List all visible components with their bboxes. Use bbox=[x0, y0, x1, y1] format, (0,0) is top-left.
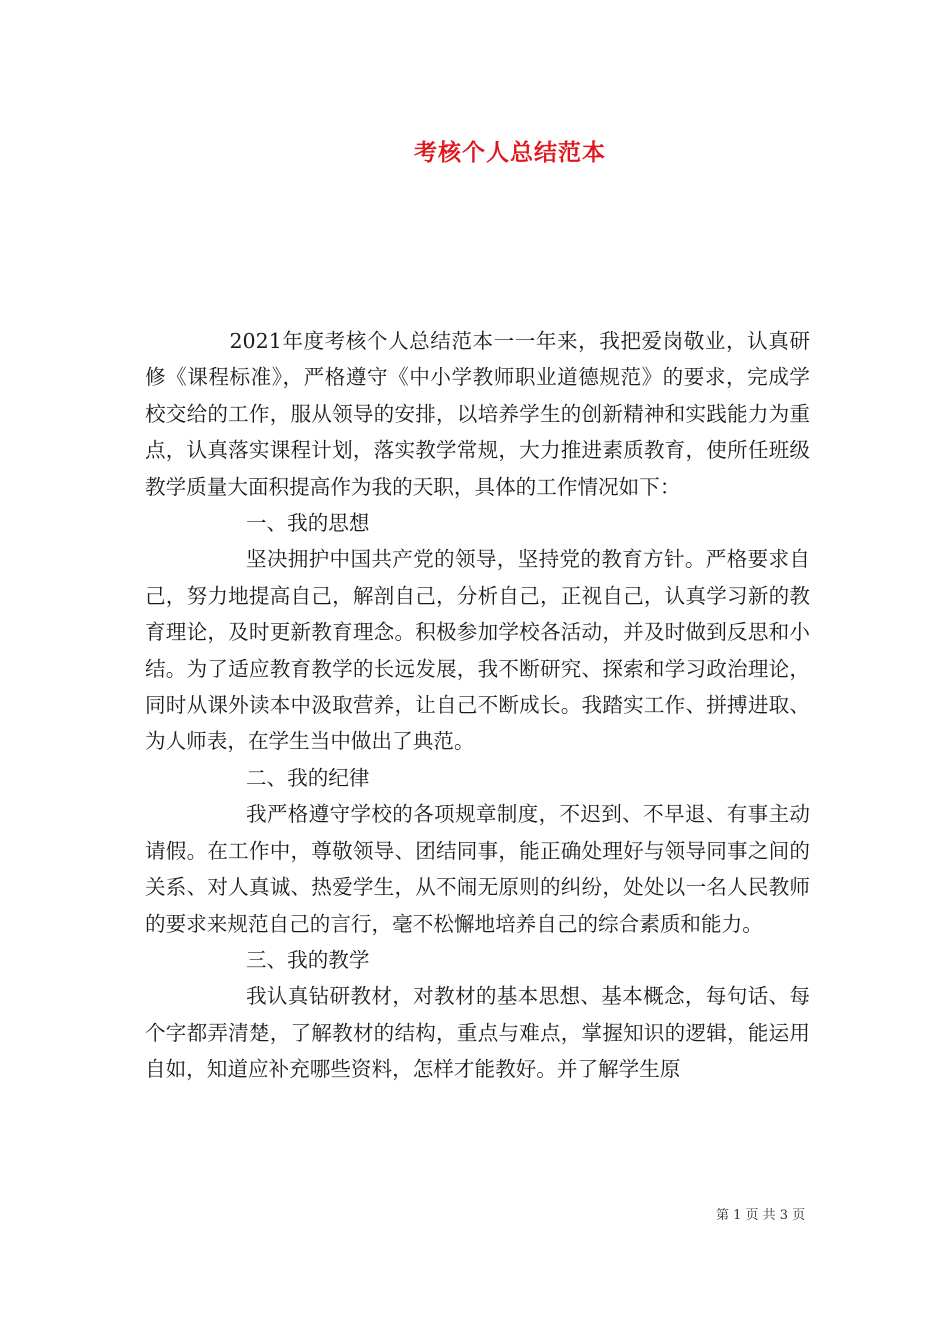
section-heading-thought: 一、我的思想 bbox=[245, 511, 370, 536]
document-title: 考核个人总结范本 bbox=[414, 139, 606, 166]
section-paragraph-thought: 坚决拥护中国共产党的领导，坚持党的教育方针。严格要求自己，努力地提高自己，解剖自己，分析自己，正视自己，认真学习新的教育理论，及时更新教育理念。积极参加学校各活动，并及时做到反思和小结。为了适应教育教学的长远发展，我不断研究、探索和学习政治理论，同时从课外读本中汲取营养，让自己不断成长。我踏实工作、拼搏进取、为人师表，在学生当中做出了典范。 bbox=[145, 547, 810, 754]
section-heading-teaching: 三、我的教学 bbox=[245, 947, 370, 972]
section-paragraph-discipline: 我严格遵守学校的各项规章制度，不迟到、不早退、有事主动请假。在工作中，尊敬领导、团结同事，能正确处理好与领导同事之间的关系、对人真诚、热爱学生，从不闹无原则的纠纷，处处以一名人民教师的要求来规范自己的言行，毫不松懈地培养自己的综合素质和能力。 bbox=[145, 802, 810, 936]
page-number-footer: 第 1 页 共 3 页 bbox=[716, 1208, 806, 1223]
intro-paragraph: 2021年度考核个人总结范本一一年来，我把爱岗敬业，认真研修《课程标准》，严格遵守《中小学教师职业道德规范》的要求，完成学校交给的工作，服从领导的安排，以培养学生的创新精神和实践能力为重点，认真落实课程计划，落实教学常规，大力推进素质教育，使所任班级教学质量大面积提高作为我的天职，具体的工作情况如下： bbox=[145, 329, 810, 499]
document-body bbox=[145, 323, 810, 1088]
section-heading-discipline: 二、我的纪律 bbox=[245, 765, 370, 790]
section-paragraph-teaching: 我认真钻研教材，对教材的基本思想、基本概念，每句话、每个字都弄清楚，了解教材的结构，重点与难点，掌握知识的逻辑，能运用自如，知道应补充哪些资料，怎样才能教好。并了解学生原 bbox=[145, 984, 810, 1082]
